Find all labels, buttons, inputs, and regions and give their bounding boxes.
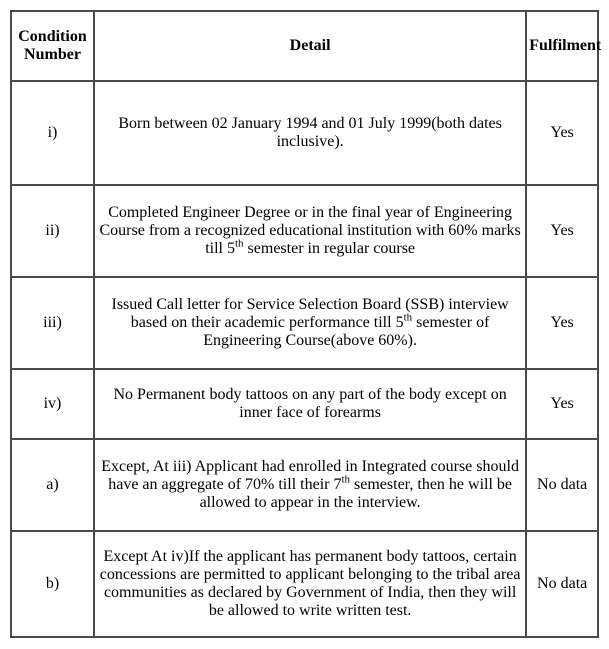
condition-number-cell: i)	[11, 81, 94, 185]
condition-number-cell: a)	[11, 439, 94, 531]
detail-text: Except, At iii) Applicant had enrolled in Integrated course should have an aggregate of 70% till their 7	[101, 458, 519, 493]
table-row	[11, 185, 598, 277]
header-detail: Detail	[94, 11, 526, 81]
detail-text: semester, then he will be allowed to appear in the interview.	[199, 476, 513, 511]
fulfilment-cell: Yes	[526, 369, 598, 439]
condition-number-cell: ii)	[11, 185, 94, 277]
detail-cell	[94, 185, 526, 277]
fulfilment-cell: No data	[526, 531, 598, 637]
table-row	[11, 369, 598, 439]
detail-cell: No Permanent body tattoos on any part of the body except on inner face of forearms	[94, 369, 526, 439]
detail-cell: Except At iv)If the applicant has permanent body tattoos, certain concessions are permitted to applicant belonging to the tribal area communities as declared by Government of India, then they will be allowed to write written test.	[94, 531, 526, 637]
detail-text: semester of Engineering Course(above 60%).	[203, 314, 490, 349]
header-row	[11, 11, 598, 81]
table-row	[11, 531, 598, 637]
fulfilment-cell: No data	[526, 439, 598, 531]
fulfilment-cell: Yes	[526, 185, 598, 277]
ordinal-suffix: th	[234, 237, 244, 250]
detail-text: semester in regular course	[243, 240, 416, 257]
detail-text: Issued Call letter for Service Selection Board (SSB) interview based on their academic performance till 5	[111, 296, 509, 331]
detail-cell: Born between 02 January 1994 and 01 July 1999(both dates inclusive).	[94, 81, 526, 185]
condition-number-cell: iii)	[11, 277, 94, 369]
header-condition-number: Condition Number	[11, 11, 94, 81]
table-row	[11, 439, 598, 531]
table-row	[11, 81, 598, 185]
fulfilment-cell: Yes	[526, 81, 598, 185]
ordinal-suffix: th	[341, 473, 351, 486]
ordinal-suffix: th	[403, 311, 413, 324]
fulfilment-cell: Yes	[526, 277, 598, 369]
table-row	[11, 277, 598, 369]
header-fulfilment: Fulfilment	[526, 11, 598, 81]
detail-text: Completed Engineer Degree or in the final year of Engineering Course from a recognized educational institution with 60% marks till 5	[99, 204, 521, 257]
condition-number-cell: iv)	[11, 369, 94, 439]
condition-number-cell: b)	[11, 531, 94, 637]
detail-cell	[94, 439, 526, 531]
conditions-table	[10, 10, 602, 638]
detail-cell	[94, 277, 526, 369]
